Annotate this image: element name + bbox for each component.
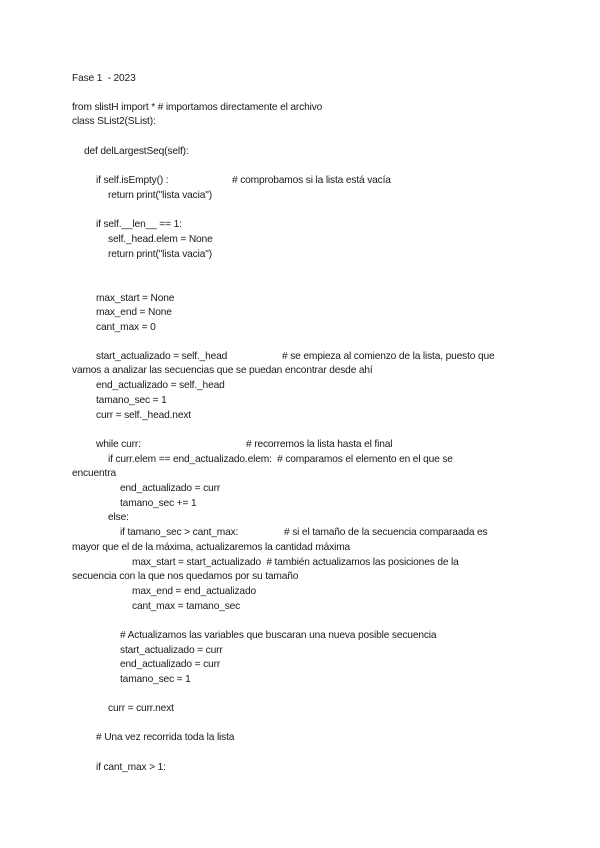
code-line: if self.__len__ == 1: (96, 219, 182, 230)
code-line: tamano_sec += 1 (120, 498, 197, 509)
code-line: from slistH import * # importamos directamente el archivo (72, 102, 323, 113)
code-line: def delLargestSeq(self): (84, 146, 189, 157)
code-line: end_actualizado = curr (120, 483, 221, 494)
document-header: Fase 1 - 2023 (72, 73, 136, 84)
code-line: curr = self._head.next (96, 410, 191, 421)
code-line: else: (108, 512, 129, 523)
code-line: tamano_sec = 1 (120, 674, 191, 685)
code-line: return print("lista vacia") (108, 190, 212, 201)
code-comment: # recorremos la lista hasta el final (246, 439, 393, 450)
code-line: max_end = end_actualizado (132, 586, 256, 597)
code-line: curr = curr.next (108, 703, 174, 714)
code-line: end_actualizado = curr (120, 659, 221, 670)
code-line: max_start = None (96, 293, 175, 304)
code-comment-continued: mayor que el de la máxima, actualizaremos la cantidad máxima (72, 542, 351, 553)
code-comment-continued: encuentra (72, 468, 116, 479)
code-line: if curr.elem == end_actualizado.elem: # comparamos el elemento en el que se (108, 454, 453, 465)
code-comment: # se empieza al comienzo de la lista, puesto que (282, 351, 495, 362)
code-line: cant_max = tamano_sec (132, 601, 241, 612)
code-line: self._head.elem = None (108, 234, 213, 245)
code-line: if tamano_sec > cant_max: (120, 527, 239, 538)
code-line: end_actualizado = self._head (96, 380, 225, 391)
code-comment: # Una vez recorrida toda la lista (96, 732, 235, 743)
code-comment-continued: secuencia con la que nos quedamos por su tamaño (72, 571, 299, 582)
code-comment: # si el tamaño de la secuencia comparaada es (284, 527, 488, 538)
code-comment: # comprobamos si la lista está vacía (232, 175, 391, 186)
code-line: if self.isEmpty() : (96, 175, 169, 186)
code-line: return print("lista vacia") (108, 249, 212, 260)
code-comment: # Actualizamos las variables que buscaran una nueva posible secuencia (120, 630, 437, 641)
code-line: max_end = None (96, 307, 172, 318)
code-line: max_start = start_actualizado # también actualizamos las posiciones de la (132, 557, 459, 568)
code-line: if cant_max > 1: (96, 762, 166, 773)
code-line: start_actualizado = curr (120, 645, 223, 656)
code-line: while curr: (96, 439, 141, 450)
code-line: start_actualizado = self._head (96, 351, 228, 362)
code-line: class SList2(SList): (72, 116, 156, 127)
code-line: cant_max = 0 (96, 322, 156, 333)
code-line: tamano_sec = 1 (96, 395, 167, 406)
code-comment-continued: vamos a analizar las secuencias que se puedan encontrar desde ahí (72, 365, 373, 376)
